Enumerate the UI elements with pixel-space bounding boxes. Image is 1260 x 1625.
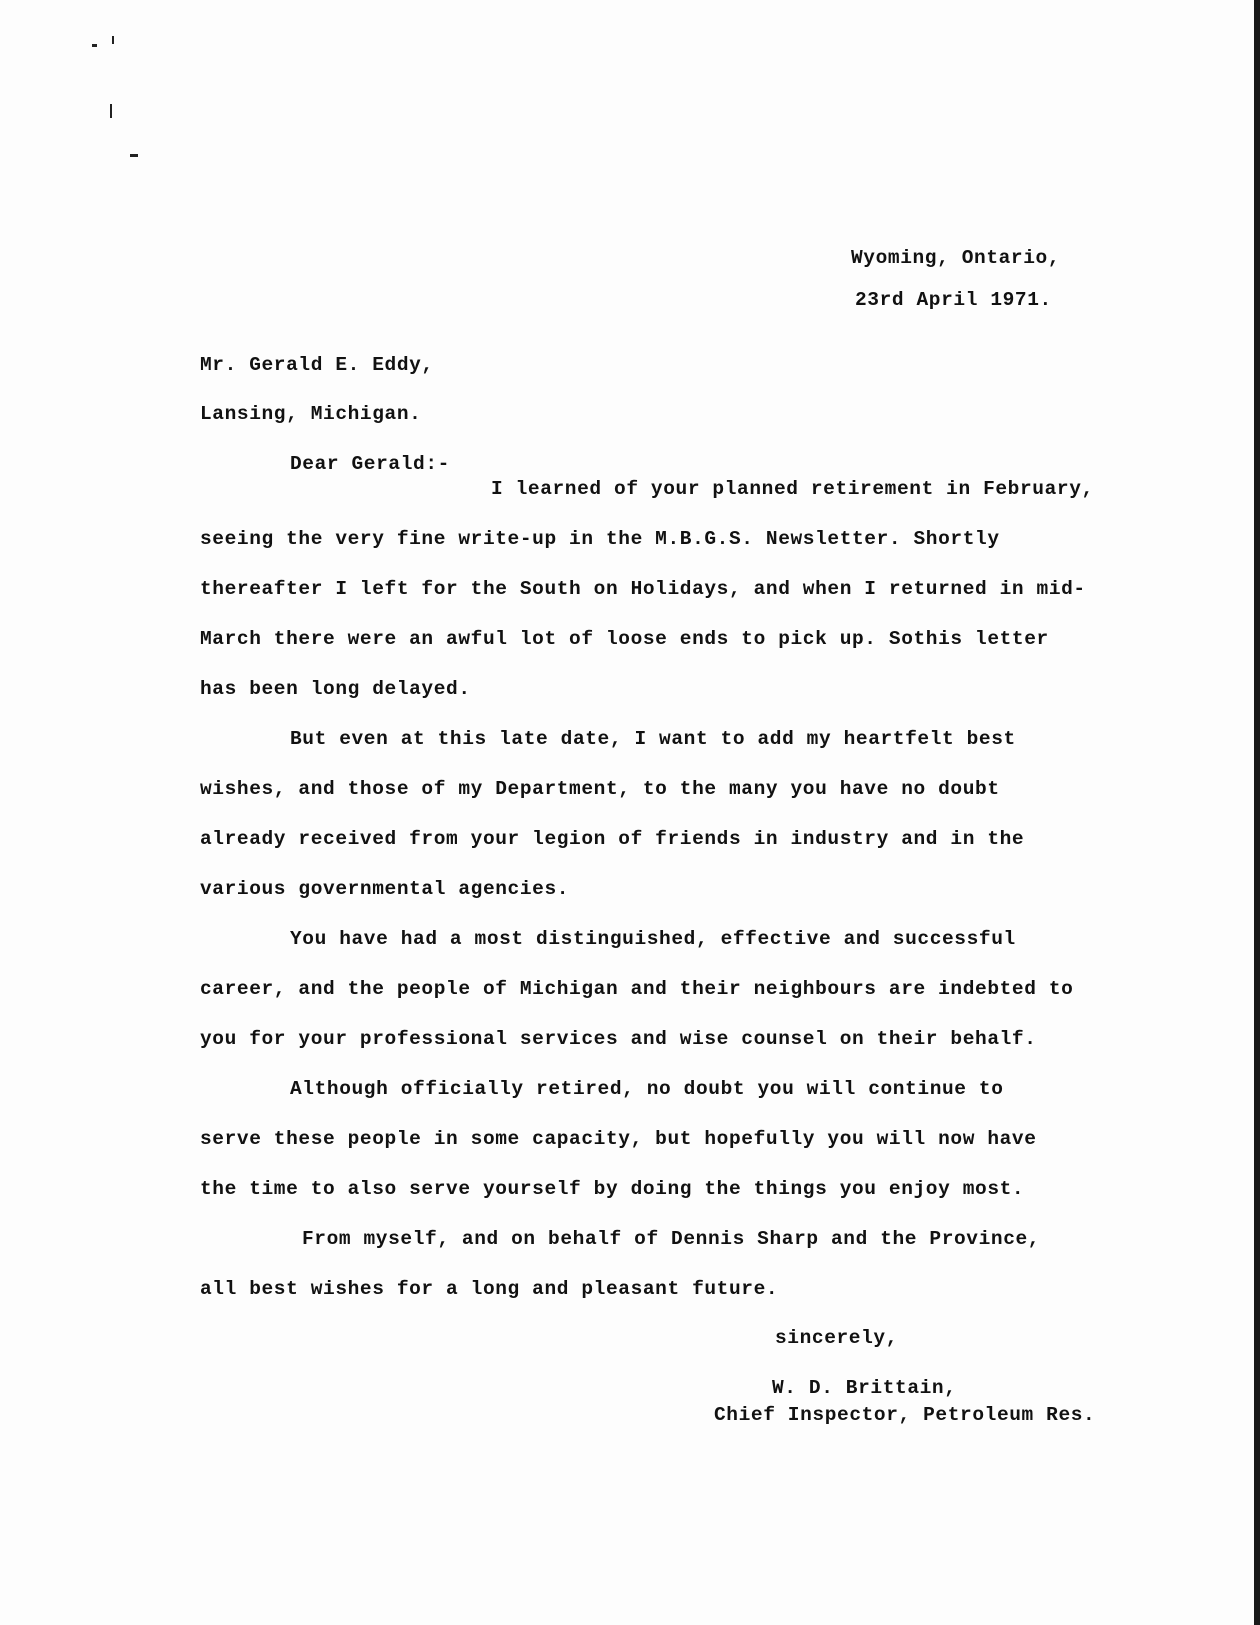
recipient-location: Lansing, Michigan. — [200, 403, 422, 425]
scan-edge — [1254, 0, 1260, 1625]
body-line: seeing the very fine write-up in the M.B.G.S. Newsletter. Shortly — [200, 528, 1000, 550]
body-line: career, and the people of Michigan and their neighbours are indebted to — [200, 978, 1074, 1000]
body-line: But even at this late date, I want to add my heartfelt best — [290, 728, 1016, 750]
body-line: serve these people in some capacity, but hopefully you will now have — [200, 1128, 1037, 1150]
body-line: wishes, and those of my Department, to the many you have no doubt — [200, 778, 1000, 800]
scan-speck — [110, 104, 112, 118]
letter-date: 23rd April 1971. — [855, 289, 1052, 311]
body-line: has been long delayed. — [200, 678, 471, 700]
letter-place: Wyoming, Ontario, — [851, 247, 1061, 269]
recipient-name: Mr. Gerald E. Eddy, — [200, 354, 434, 376]
body-line: already received from your legion of friends in industry and in the — [200, 828, 1025, 850]
signer-name: W. D. Brittain, — [772, 1377, 957, 1399]
signer-title: Chief Inspector, Petroleum Res. — [714, 1404, 1096, 1426]
body-line: Although officially retired, no doubt you will continue to — [290, 1078, 1004, 1100]
body-line: you for your professional services and wise counsel on their behalf. — [200, 1028, 1037, 1050]
body-line: the time to also serve yourself by doing the things you enjoy most. — [200, 1178, 1025, 1200]
closing: sincerely, — [775, 1327, 899, 1349]
body-line: all best wishes for a long and pleasant future. — [200, 1278, 779, 1300]
body-line: I learned of your planned retirement in February, — [491, 478, 1094, 500]
scan-speck — [112, 36, 114, 44]
body-line: March there were an awful lot of loose ends to pick up. Sothis letter — [200, 628, 1049, 650]
scan-speck — [92, 44, 97, 47]
body-line: various governmental agencies. — [200, 878, 570, 900]
body-line: You have had a most distinguished, effective and successful — [290, 928, 1016, 950]
body-line: From myself, and on behalf of Dennis Sharp and the Province, — [302, 1228, 1041, 1250]
body-line: thereafter I left for the South on Holidays, and when I returned in mid- — [200, 578, 1086, 600]
scan-speck — [130, 154, 138, 157]
salutation: Dear Gerald:- — [290, 453, 450, 475]
